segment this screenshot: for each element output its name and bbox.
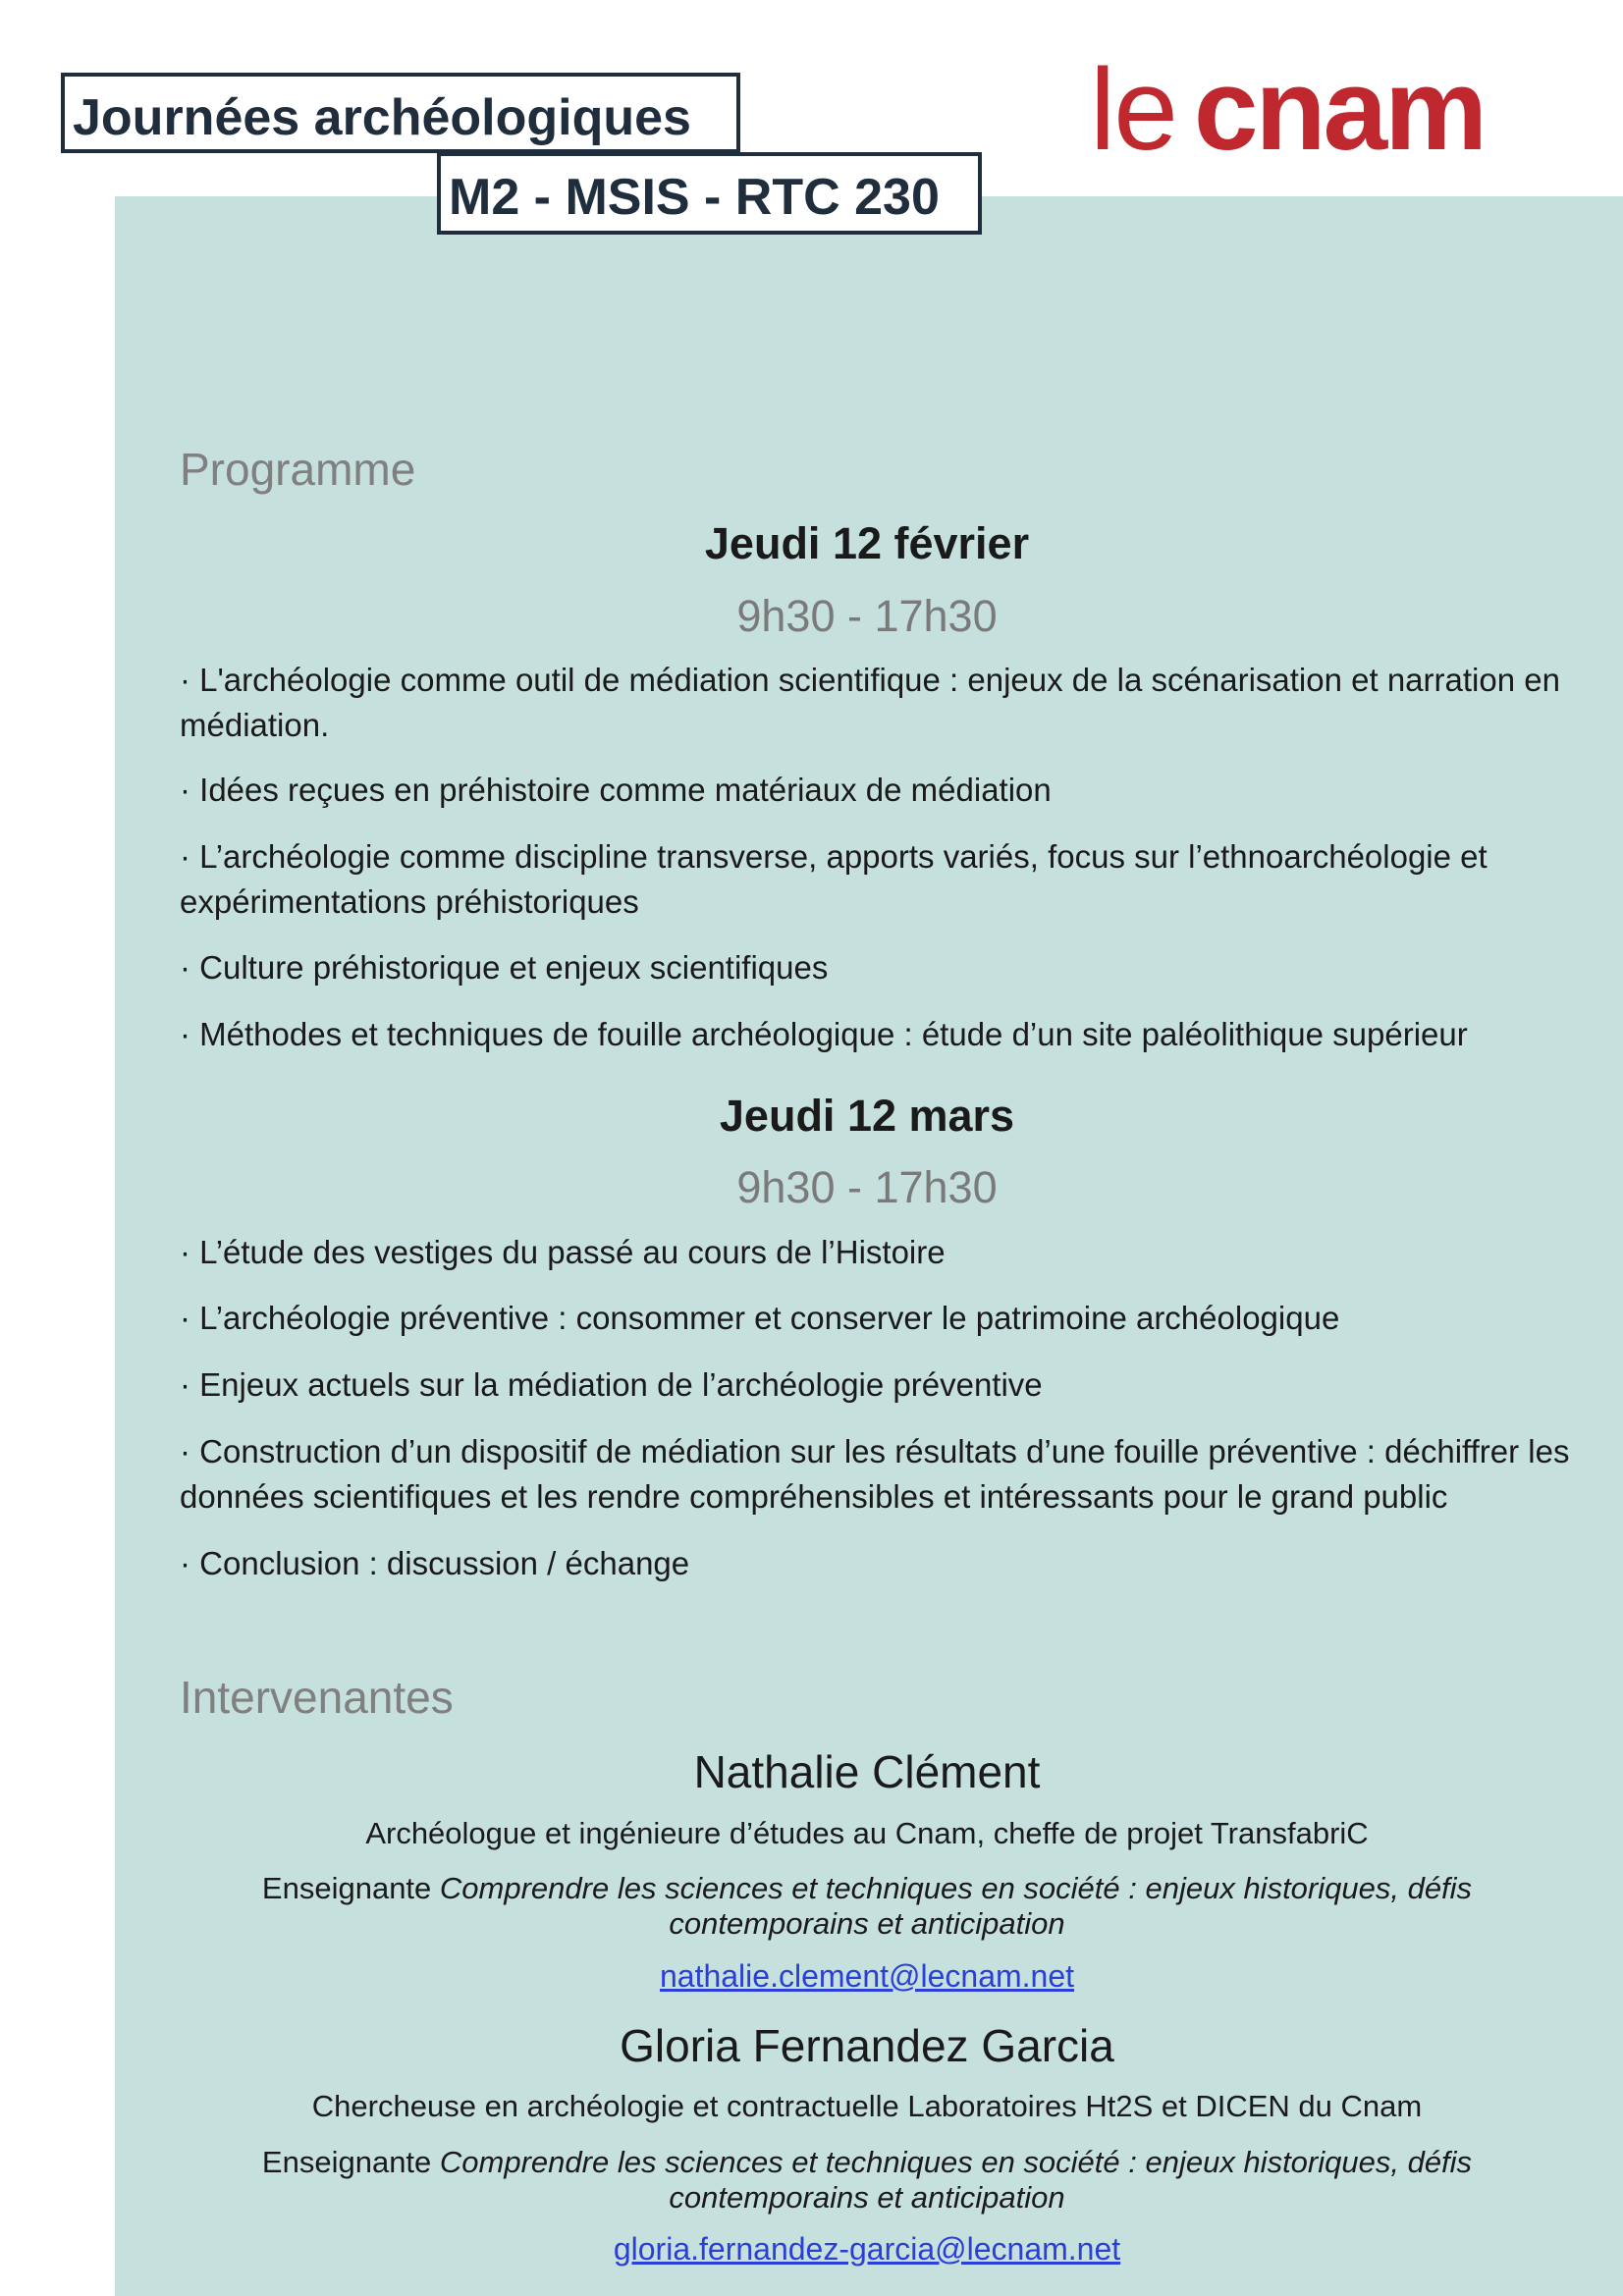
- teaching-course: Comprendre les sciences et techniques en société : enjeux historiques, défis contemporains et anticipation: [439, 2145, 1473, 2215]
- teaching-prefix: Enseignante: [261, 2145, 432, 2179]
- speaker-role: Archéologue et ingénieure d’études au Cnam, cheffe de projet TransfabriC: [365, 1816, 1369, 1850]
- day-title: Jeudi 12 mars: [719, 1091, 1015, 1141]
- programme-item: · Culture préhistorique et enjeux scientifiques: [180, 949, 829, 986]
- teaching-prefix: Enseignante: [261, 1871, 432, 1905]
- email-link[interactable]: gloria.fernandez-garcia@lecnam.net: [613, 2231, 1121, 2267]
- programme-item: · L’étude des vestiges du passé au cours de l’Histoire: [180, 1234, 946, 1270]
- programme-item: · Construction d’un dispositif de médiation sur les résultats d’une fouille préventive : déchiffrer les données scientifiques et les rendre compréhensibles et intéressants pour le grand public: [180, 1433, 1570, 1515]
- speaker-email: [180, 1960, 1554, 1992]
- day-title: Jeudi 12 février: [704, 518, 1030, 568]
- speaker-teaching: [180, 1871, 1554, 1942]
- programme-heading: Programme: [180, 444, 416, 495]
- cnam-logo: [1090, 45, 1512, 175]
- logo-le: le: [1090, 45, 1176, 175]
- speaker-role: Chercheuse en archéologie et contractuelle Laboratoires Ht2S et DICEN du Cnam: [311, 2089, 1423, 2123]
- speaker-name: Gloria Fernandez Garcia: [620, 2020, 1114, 2071]
- programme-item: · L'archéologie comme outil de médiation scientifique : enjeux de la scénarisation et narration en médiation.: [180, 662, 1560, 743]
- programme-item: · L’archéologie préventive : consommer et conserver le patrimoine archéologique: [180, 1300, 1340, 1336]
- programme-item: · L’archéologie comme discipline transverse, apports variés, focus sur l’ethnoarchéologie et expérimentations préhistoriques: [180, 838, 1488, 920]
- day-time: 9h30 - 17h30: [736, 591, 998, 641]
- day-time: 9h30 - 17h30: [736, 1162, 998, 1212]
- logo-cnam: cnam: [1193, 45, 1486, 175]
- speaker-teaching: [180, 2145, 1554, 2216]
- programme-item: · Idées reçues en préhistoire comme matériaux de médiation: [180, 772, 1052, 808]
- programme-item: · Conclusion : discussion / échange: [180, 1545, 690, 1581]
- programme-item: · Enjeux actuels sur la médiation de l’archéologie préventive: [180, 1366, 1043, 1403]
- speakers-heading: Intervenantes: [180, 1672, 454, 1723]
- teaching-course: Comprendre les sciences et techniques en société : enjeux historiques, défis contemporains et anticipation: [439, 1871, 1473, 1941]
- event-title: Journées archéologiques: [61, 73, 740, 153]
- programme-item: · Méthodes et techniques de fouille archéologique : étude d’un site paléolithique supérieur: [180, 1016, 1468, 1052]
- email-link[interactable]: nathalie.clement@lecnam.net: [659, 1958, 1075, 1994]
- course-code: M2 - MSIS - RTC 230: [437, 152, 982, 235]
- speaker-name: Nathalie Clément: [693, 1746, 1041, 1797]
- speaker-email: [180, 2233, 1554, 2265]
